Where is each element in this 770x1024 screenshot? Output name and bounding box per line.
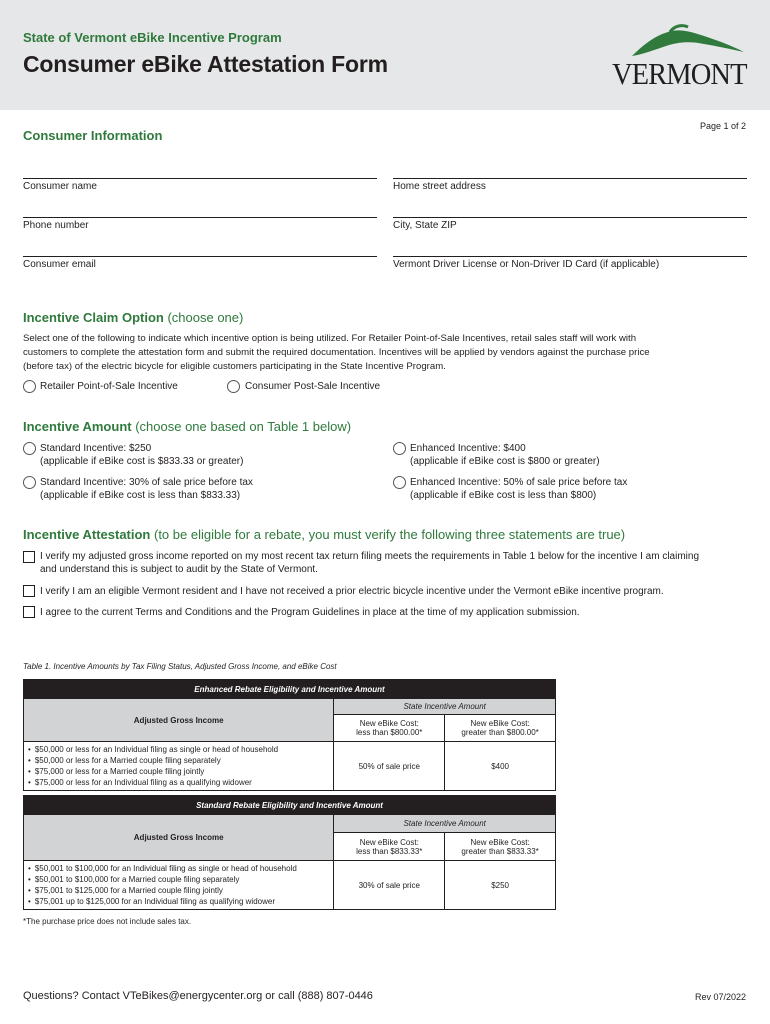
claim-option-heading: Incentive Claim Option (choose one): [23, 310, 244, 325]
list-item: • $50,001 to $100,000 for an Individual filing as single or head of household: [28, 863, 329, 874]
home-address-field[interactable]: [393, 178, 747, 198]
standard-state-amount-header: State Incentive Amount: [334, 815, 556, 833]
consumer-name-field[interactable]: [23, 178, 377, 198]
terms-attest-checkbox[interactable]: [23, 606, 35, 618]
standard-cost-less-header: New eBike Cost: less than $833.33*: [334, 833, 445, 861]
terms-attest-text: I agree to the current Terms and Conditions and the Program Guidelines in place at the time of my application submission.: [40, 607, 580, 618]
revision-date: Rev 07/2022: [694, 992, 746, 1002]
enhanced-table: [23, 679, 556, 791]
consumer-post-sale-radio[interactable]: [227, 380, 240, 393]
standard-250-radio[interactable]: [23, 442, 36, 455]
list-item: • $75,000 or less for a Married couple filing jointly: [28, 766, 329, 777]
income-attest-checkbox[interactable]: [23, 551, 35, 563]
standard-cost-greater-header: New eBike Cost: greater than $833.33*: [445, 833, 556, 861]
enhanced-50pct-radio[interactable]: [393, 476, 406, 489]
list-item: • $75,001 to $125,000 for a Married couple filing jointly: [28, 885, 329, 896]
income-attest-text: I verify my adjusted gross income reported on my most recent tax return filing meets the requirements in Table 1 below for the incentive I am claiming and understand this is subject to audit by the State of Vermont.: [40, 551, 700, 575]
enhanced-50pct-label: Enhanced Incentive: 50% of sale price before tax (applicable if eBike cost is less than $800): [410, 477, 628, 501]
list-item: • $75,000 or less for an Individual filing as a qualifying widower: [28, 777, 329, 788]
vermont-logo: [612, 22, 752, 92]
incentive-amount-heading: Incentive Amount (choose one based on Table 1 below): [23, 419, 352, 434]
list-item: • $50,000 or less for an Individual filing as single or head of household: [28, 744, 329, 755]
enhanced-amount-greater: $400: [445, 742, 556, 791]
page-title: Consumer eBike Attestation Form: [23, 51, 388, 77]
contact-footer: Questions? Contact VTeBikes@energycenter.org or call (888) 807-0446: [23, 990, 373, 1002]
claim-description: Select one of the following to indicate which incentive option is being utilized. For Retailer Point-of-Sale Incentives, retail sales staff will work with customers to complete the attestation form and submit the required documentation. Incentives will be applied by vendors against the purchase price (before tax) of the electric bicycle for eligible customers participating in the State Incentive Program.: [23, 333, 650, 372]
list-item: • $75,001 up to $125,000 for an Individual filing as qualifying widower: [28, 896, 329, 907]
standard-table: [23, 795, 556, 910]
enhanced-table-title: Enhanced Rebate Eligibility and Incentive Amount: [24, 680, 556, 699]
phone-label: Phone number: [23, 220, 89, 231]
list-item: • $50,001 to $100,000 for a Married couple filing separately: [28, 874, 329, 885]
retailer-pos-radio[interactable]: [23, 380, 36, 393]
standard-criteria: [24, 861, 334, 910]
program-name: State of Vermont eBike Incentive Program: [23, 30, 282, 45]
consumer-info-heading: Consumer Information: [23, 128, 163, 143]
home-address-label: Home street address: [393, 181, 486, 192]
enhanced-agi-header: Adjusted Gross Income: [24, 699, 334, 742]
enhanced-state-amount-header: State Incentive Amount: [334, 699, 556, 715]
enhanced-400-label: Enhanced Incentive: $400 (applicable if eBike cost is $800 or greater): [410, 443, 600, 467]
license-label: Vermont Driver License or Non-Driver ID Card (if applicable): [393, 259, 660, 270]
standard-agi-header: Adjusted Gross Income: [24, 815, 334, 861]
license-field[interactable]: [393, 256, 747, 276]
enhanced-amount-less: 50% of sale price: [334, 742, 445, 791]
city-state-zip-field[interactable]: [393, 217, 747, 237]
resident-attest-text: I verify I am an eligible Vermont resident and I have not received a prior electric bicycle incentive under the Vermont eBike incentive program.: [40, 586, 664, 597]
standard-amount-greater: $250: [445, 861, 556, 910]
consumer-name-label: Consumer name: [23, 181, 97, 192]
retailer-pos-label: Retailer Point-of-Sale Incentive: [40, 381, 178, 392]
standard-30pct-label: Standard Incentive: 30% of sale price before tax (applicable if eBike cost is less than $833.33): [40, 477, 253, 501]
enhanced-cost-less-header: New eBike Cost: less than $800.00*: [334, 715, 445, 742]
logo-wordmark: VERMONT: [612, 56, 747, 91]
consumer-email-label: Consumer email: [23, 259, 96, 270]
city-state-zip-label: City, State ZIP: [393, 220, 457, 231]
attestation-heading: Incentive Attestation (to be eligible for a rebate, you must verify the following three statements are true): [23, 527, 626, 542]
enhanced-cost-greater-header: New eBike Cost: greater than $800.00*: [445, 715, 556, 742]
consumer-email-field[interactable]: [23, 256, 377, 276]
table-footnote: *The purchase price does not include sales tax.: [23, 917, 192, 926]
enhanced-400-radio[interactable]: [393, 442, 406, 455]
page-header: [0, 0, 770, 110]
standard-table-title: Standard Rebate Eligibility and Incentive Amount: [24, 796, 556, 815]
standard-amount-less: 30% of sale price: [334, 861, 445, 910]
list-item: • $50,000 or less for a Married couple filing separately: [28, 755, 329, 766]
enhanced-criteria: [24, 742, 334, 791]
resident-attest-checkbox[interactable]: [23, 585, 35, 597]
consumer-post-sale-label: Consumer Post-Sale Incentive: [245, 381, 381, 392]
standard-250-label: Standard Incentive: $250 (applicable if eBike cost is $833.33 or greater): [40, 443, 244, 467]
standard-30pct-radio[interactable]: [23, 476, 36, 489]
page-number: Page 1 of 2: [699, 121, 746, 131]
phone-field[interactable]: [23, 217, 377, 237]
table-caption: Table 1. Incentive Amounts by Tax Filing Status, Adjusted Gross Income, and eBike Cost: [23, 662, 337, 671]
